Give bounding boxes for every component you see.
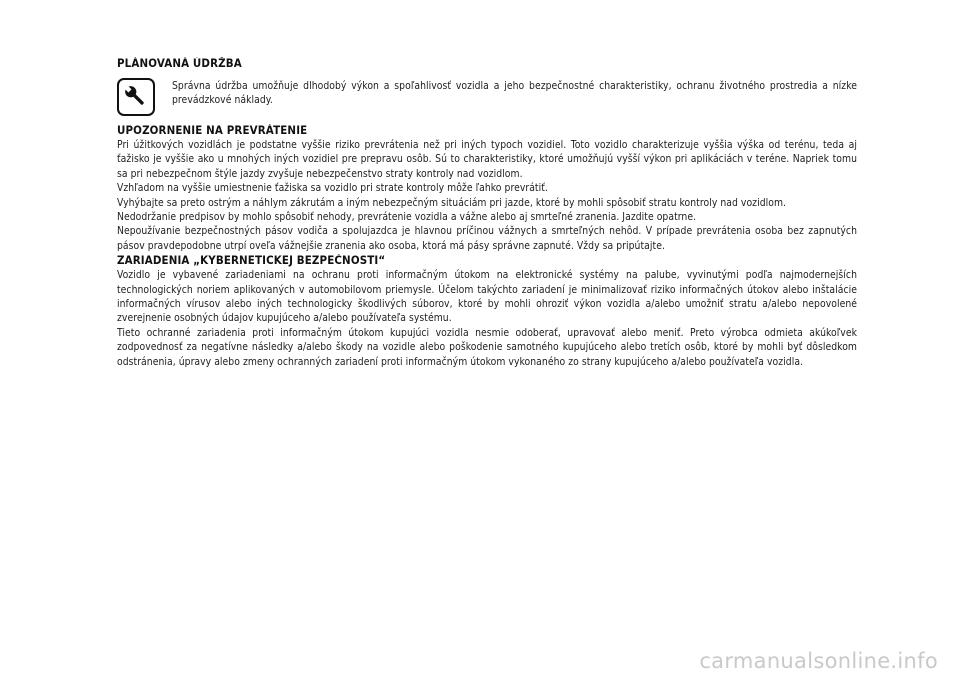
cyber-section	[117, 253, 857, 369]
maintenance-section	[117, 56, 857, 116]
rollover-paragraph: Pri úžitkových vozidlách je podstatne vyššie riziko prevrátenia než pri iných typoch vozidiel. Toto vozidlo charakterizuje vyššia výška od terénu, teda aj ťažisko je vyššie ako u mnohých iných vozidiel pre prepravu osôb. Sú to charakteristiky, ktoré umožňujú vyšší výkon pri aplikáciách v teréne. Napriek tomu sa pri nebezpečnom štýle jazdy zvyšuje nebezpečenstvo straty kontroly nad vozidlom.	[117, 139, 857, 180]
cyber-paragraph: Tieto ochranné zariadenia proti informačným útokom kupujúci vozidla nesmie odoberať, upravovať alebo meniť. Preto výrobca odmieta akúkoľvek zodpovednosť za negatívne následky a/alebo škody na vozidle alebo poškodenie samotného kupujúceho alebo tretích osôb, ktoré by mohli byť dôsledkom odstránenia, úpravy alebo zmeny ochranných zariadení proti informačným útokom vykonaného zo strany kupujúceho a/alebo používateľa vozidla.	[117, 326, 857, 368]
rollover-heading: UPOZORNENIE NA PREVRÁTENIE	[117, 124, 308, 137]
wrench-icon	[117, 78, 155, 116]
rollover-paragraph: Nedodržanie predpisov by mohlo spôsobiť nehody, prevrátenie vozidla a vážne alebo aj smrteľné zranenia. Jazdite opatrne.	[117, 211, 697, 224]
rollover-paragraph: Nepoužívanie bezpečnostných pásov vodiča a spolujazdca je hlavnou príčinou vážnych a smrteľných nehôd. V prípade prevrátenia osoba bez zapnutých pásov pravdepodobne utrpí oveľa vážnejšie zranenia ako osoba, ktorá má pásy správne zapnuté. Vždy sa pripútajte.	[117, 225, 857, 252]
document-page	[117, 56, 857, 369]
maintenance-row	[117, 79, 857, 116]
cyber-paragraph: Vozidlo je vybavené zariadeniami na ochranu proti informačným útokom na elektronické systémy na palube, vyvinutými podľa najmodernejších technologických noriem aplikovaných v automobilovom priemysle. Účelom takýchto zariadení je minimalizovať riziko informačných útokov alebo inštalácie informačných vírusov alebo iných technologicky škodlivých súborov, ktoré by mohli ohroziť výkon vozidla a/alebo umožniť stratu a/alebo nepovolené zverejnenie osobných údajov kupujúceho a/alebo používateľa systému.	[117, 269, 857, 325]
rollover-paragraph: Vzhľadom na vyššie umiestnenie ťažiska sa vozidlo pri strate kontroly môže ľahko prevrátiť.	[117, 182, 548, 195]
maintenance-heading: PLÁNOVANÁ ÚDRŽBA	[117, 57, 242, 70]
rollover-section	[117, 123, 857, 253]
watermark-text: carmanualsonline.info	[699, 649, 938, 673]
cyber-heading: ZARIADENIA „KYBERNETICKEJ BEZPEČNOSTI“	[117, 254, 386, 268]
maintenance-text: Správna údržba umožňuje dlhodobý výkon a spoľahlivosť vozidla a jeho bezpečnostné charakteristiky, ochranu životného prostredia a nízke prevádzkové náklady.	[172, 80, 857, 107]
rollover-paragraph: Vyhýbajte sa preto ostrým a náhlym zákrutám a iným nebezpečným situáciám pri jazde, ktoré by mohli spôsobiť stratu kontroly nad vozidlom.	[117, 196, 787, 209]
